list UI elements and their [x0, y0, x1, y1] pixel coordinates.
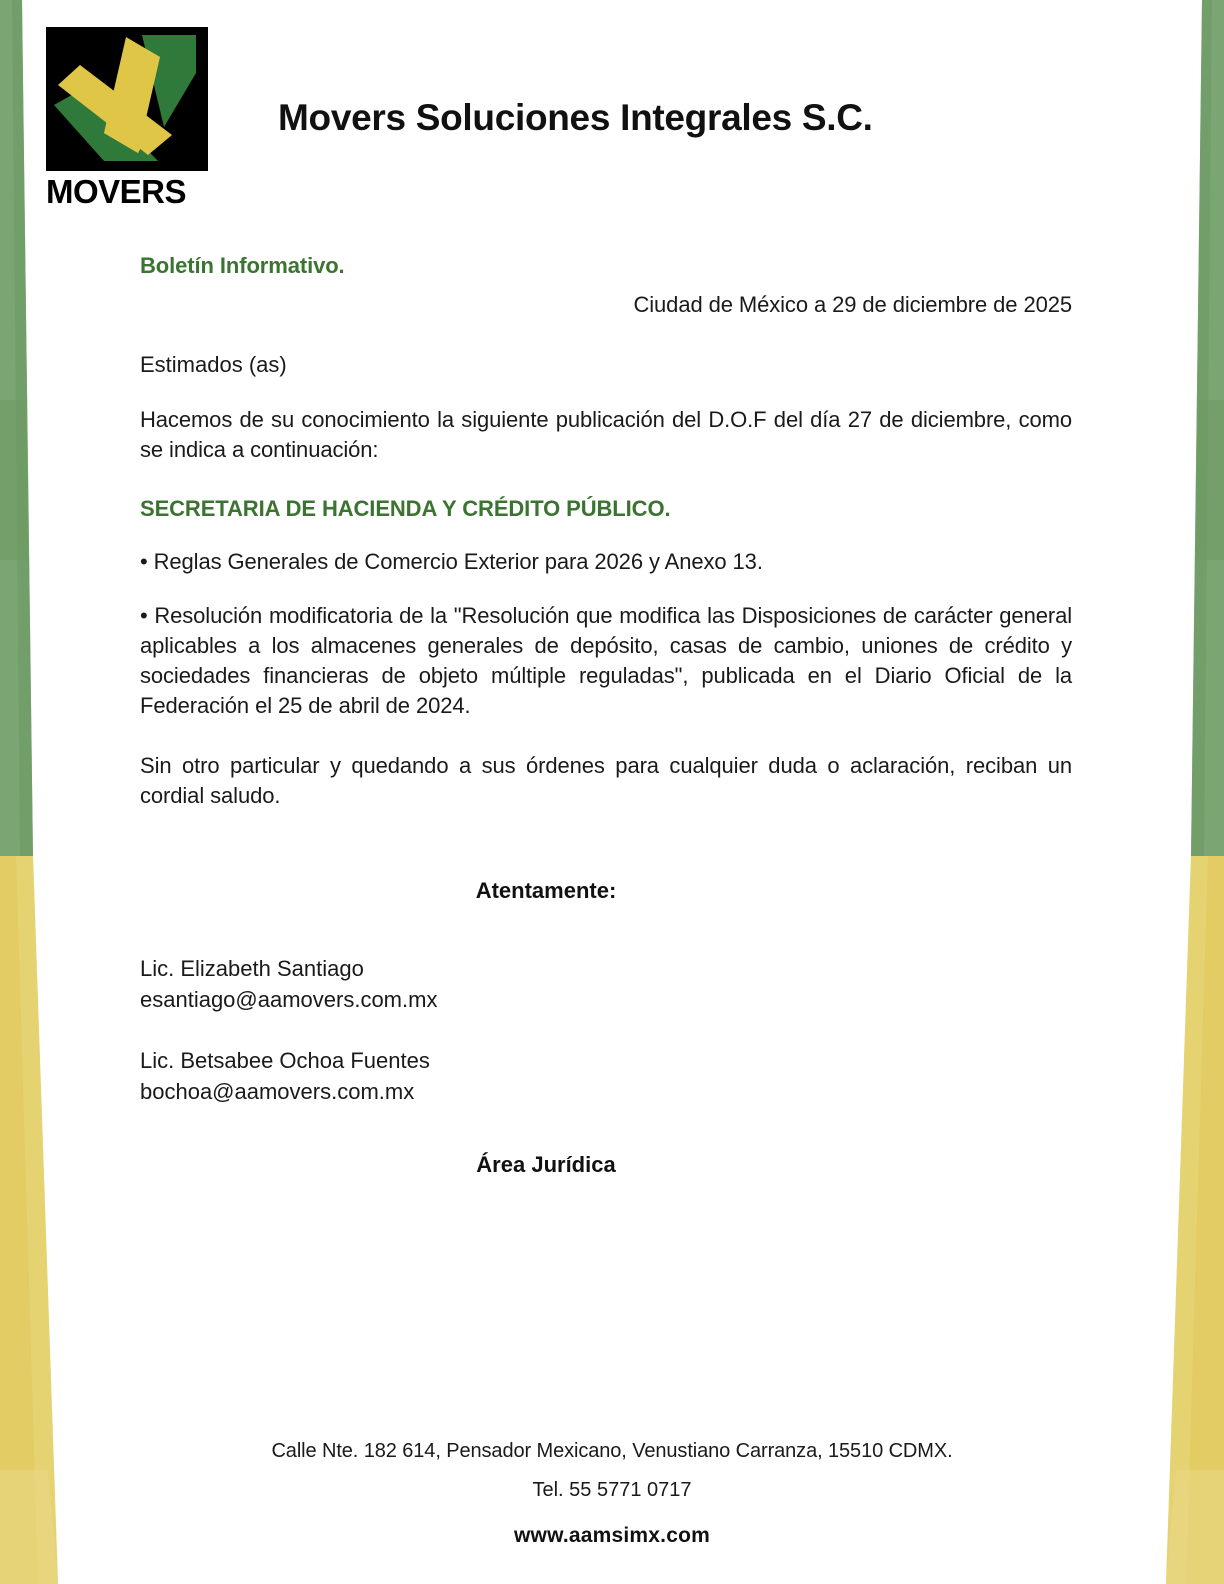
- contact-block-2: [140, 1045, 1072, 1107]
- contact-email-1[interactable]: esantiago@aamovers.com.mx: [140, 987, 438, 1012]
- intro-paragraph: Hacemos de su conocimiento la siguiente publicación del D.O.F del día 27 de diciembre, como se indica a continuación:: [140, 407, 1072, 462]
- bulletin-label: Boletín Informativo.: [140, 253, 345, 278]
- closing-paragraph: Sin otro particular y quedando a sus órdenes para cualquier duda o aclaración, reciban un cordial saludo.: [140, 753, 1072, 808]
- date-line: Ciudad de México a 29 de diciembre de 2025: [633, 292, 1072, 317]
- logo-wordmark: MOVERS: [46, 173, 187, 210]
- bullet-item-1: • Reglas Generales de Comercio Exterior para 2026 y Anexo 13.: [140, 549, 763, 574]
- left-decorative-border: [0, 0, 70, 1584]
- company-title: Movers Soluciones Integrales S.C.: [278, 97, 873, 138]
- contact-email-2[interactable]: bochoa@aamovers.com.mx: [140, 1079, 415, 1104]
- document-footer: [0, 1436, 1224, 1550]
- bullet-item-2: • Resolución modificatoria de la "Resolución que modifica las Disposiciones de carácter general aplicables a los almacenes generales de depósito, casas de cambio, uniones de crédito y sociedades financieras de objeto múltiple reguladas", publicada en el Diario Oficial de la Federación el 25 de abril de 2024.: [140, 603, 1072, 718]
- letter-body: [140, 252, 1072, 1179]
- footer-website[interactable]: www.aamsimx.com: [514, 1524, 710, 1547]
- footer-phone: Tel. 55 5771 0717: [532, 1479, 692, 1501]
- right-decorative-border: [1154, 0, 1224, 1584]
- document-header: [0, 0, 1224, 232]
- footer-address: Calle Nte. 182 614, Pensador Mexicano, Venustiano Carranza, 15510 CDMX.: [271, 1440, 953, 1462]
- contact-name-1: Lic. Elizabeth Santiago: [140, 956, 364, 981]
- contact-name-2: Lic. Betsabee Ochoa Fuentes: [140, 1048, 430, 1073]
- movers-chevron-icon: [46, 27, 208, 171]
- greeting: Estimados (as): [140, 352, 287, 377]
- section-heading: SECRETARIA DE HACIENDA Y CRÉDITO PÚBLICO.: [140, 496, 671, 521]
- contact-block-1: [140, 953, 1072, 1015]
- signoff-label: Atentamente:: [475, 878, 617, 903]
- company-logo: [46, 27, 208, 213]
- department-label: Área Jurídica: [476, 1152, 616, 1177]
